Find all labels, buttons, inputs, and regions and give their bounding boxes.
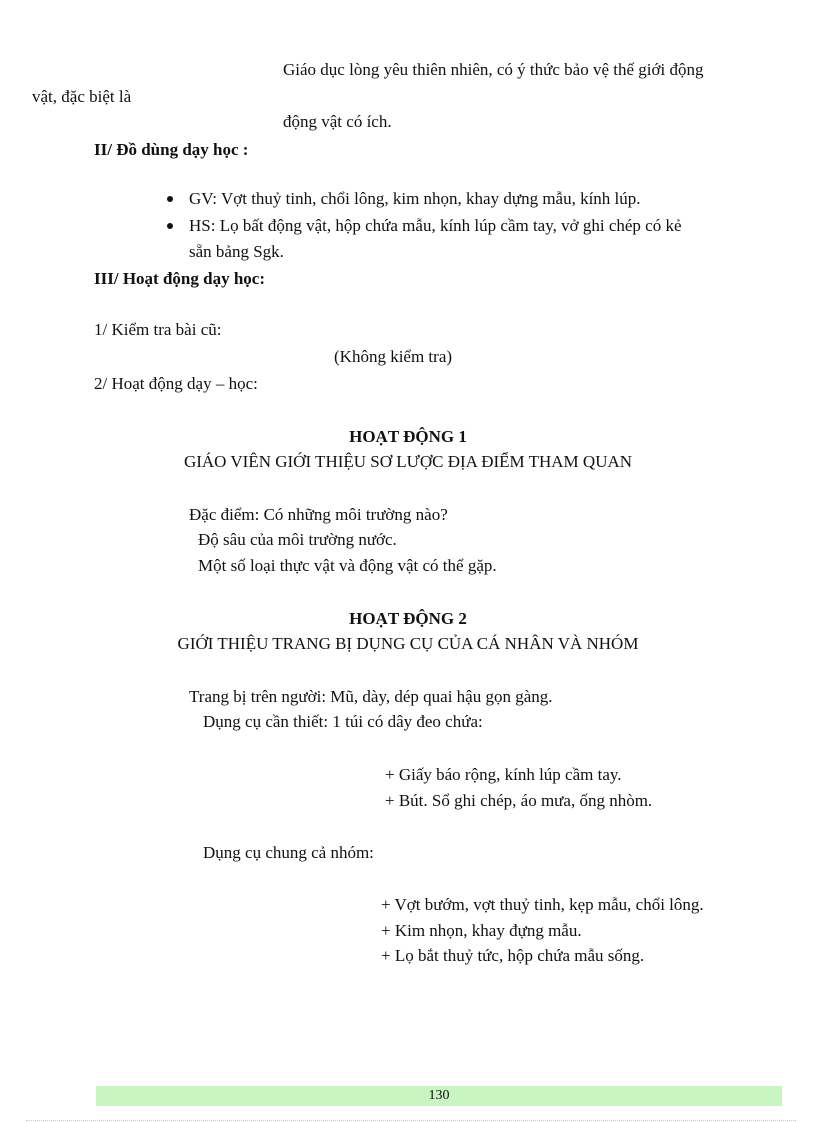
objective-line-2: vật, đặc biệt là [32,87,132,106]
objective-line-3: động vật có ích. [283,112,392,131]
activity-2-title: HOẠT ĐỘNG 2 [349,609,467,628]
group-tool-item: + Lọ bắt thuỷ tức, hộp chứa mẫu sống. [381,946,645,965]
step-1-note: (Không kiểm tra) [334,347,453,366]
page-number: 130 [428,1088,450,1103]
activity-1-line: Độ sâu của môi trường nước. [198,530,397,549]
needed-tool-item: + Giấy báo rộng, kính lúp cầm tay. [385,765,622,784]
group-tools-label: Dụng cụ chung cả nhóm: [203,843,374,862]
footer-divider [26,1120,796,1122]
step-1-label: 1/ Kiểm tra bài cũ: [94,320,222,339]
needed-tools-label: Dụng cụ cần thiết: 1 túi có dây đeo chứa: [203,712,483,731]
bullet-icon [167,223,173,229]
section-3-heading: III/ Hoạt động dạy học: [94,269,265,288]
bullet-icon [167,196,173,202]
objective-line-1: Giáo dục lòng yêu thiên nhiên, có ý thức bảo vệ thế giới động [283,60,704,79]
materials-item-teacher: GV: Vợt thuỷ tinh, chổi lông, kim nhọn, khay dựng mẫu, kính lúp. [189,189,641,208]
section-2-heading: II/ Đồ dùng dạy học : [94,140,249,159]
materials-item-student: HS: Lọ bất động vật, hộp chứa mẫu, kính lúp cầm tay, vở ghi chép có kẻ [189,216,682,235]
group-tool-item: + Kim nhọn, khay đựng mẫu. [381,921,582,940]
activity-1-title: HOẠT ĐỘNG 1 [349,427,467,446]
step-2-label: 2/ Hoạt động dạy – học: [94,374,258,393]
needed-tool-item: + Bút. Sổ ghi chép, áo mưa, ống nhòm. [385,791,653,810]
activity-1-subtitle: GIÁO VIÊN GIỚI THIỆU SƠ LƯỢC ĐỊA ĐIỂM THAM QUAN [183,452,633,471]
activity-1-line: Đặc điểm: Có những môi trường nào? [189,505,448,524]
personal-gear: Trang bị trên người: Mũ, dày, dép quai hậu gọn gàng. [189,687,553,706]
activity-2-subtitle: GIỚI THIỆU TRANG BỊ DỤNG CỤ CỦA CÁ NHÂN VÀ NHÓM [177,634,639,653]
page-footer [96,1086,782,1106]
activity-1-line: Một số loại thực vật và động vật có thể gặp. [198,556,497,575]
group-tool-item: + Vợt bướm, vợt thuỷ tinh, kẹp mẫu, chổi lông. [381,895,704,914]
materials-item-student-cont: sẵn bảng Sgk. [189,242,284,261]
